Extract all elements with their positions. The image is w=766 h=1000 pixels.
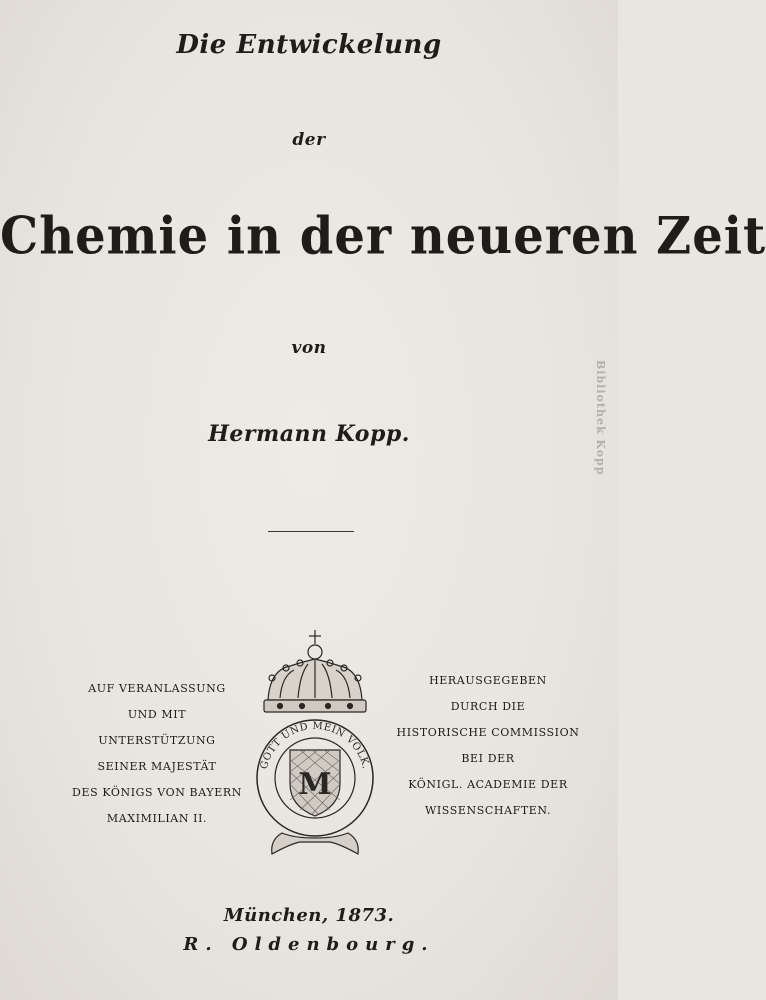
left-column-line: SEINER MAJESTÄT xyxy=(97,760,217,773)
place-date: München, 1873. xyxy=(223,905,395,926)
author-name: Hermann Kopp. xyxy=(208,421,410,447)
royal-crest-icon xyxy=(250,628,380,868)
divider-rule xyxy=(268,531,354,532)
left-column-line: MAXIMILIAN II. xyxy=(106,812,208,825)
right-column-line: HERAUSGEGEBEN xyxy=(429,674,547,687)
left-column-line: UND MIT xyxy=(127,708,187,721)
library-stamp xyxy=(588,360,610,540)
right-column-line: WISSENSCHAFTEN. xyxy=(424,804,552,817)
left-column xyxy=(52,676,262,832)
crest-monogram: M xyxy=(298,767,332,802)
publisher: R. Oldenbourg. xyxy=(183,934,435,955)
left-column-line: AUF VERANLASSUNG xyxy=(88,682,226,695)
left-column-line: UNTERSTÜTZUNG xyxy=(98,734,216,747)
main-title: Chemie in der neueren Zeit xyxy=(0,205,766,267)
title-von: von xyxy=(291,338,327,358)
right-column-line: KÖNIGL. ACADEMIE DER xyxy=(408,778,568,791)
library-stamp-text: Bibliothek Kopp xyxy=(594,360,607,476)
title-der: der xyxy=(292,130,326,150)
right-column xyxy=(388,668,588,824)
right-column-line: BEI DER xyxy=(461,752,515,765)
crown-icon xyxy=(264,630,366,712)
left-column-line: DES KÖNIGS VON BAYERN xyxy=(72,786,242,799)
title-line-1: Die Entwickelung xyxy=(176,30,442,60)
right-column-line: HISTORISCHE COMMISSION xyxy=(396,726,580,739)
crest-motto: GOTT UND MEIN VOLK. xyxy=(258,720,372,771)
shield-icon xyxy=(290,750,340,816)
right-column-line: DURCH DIE xyxy=(450,700,526,713)
